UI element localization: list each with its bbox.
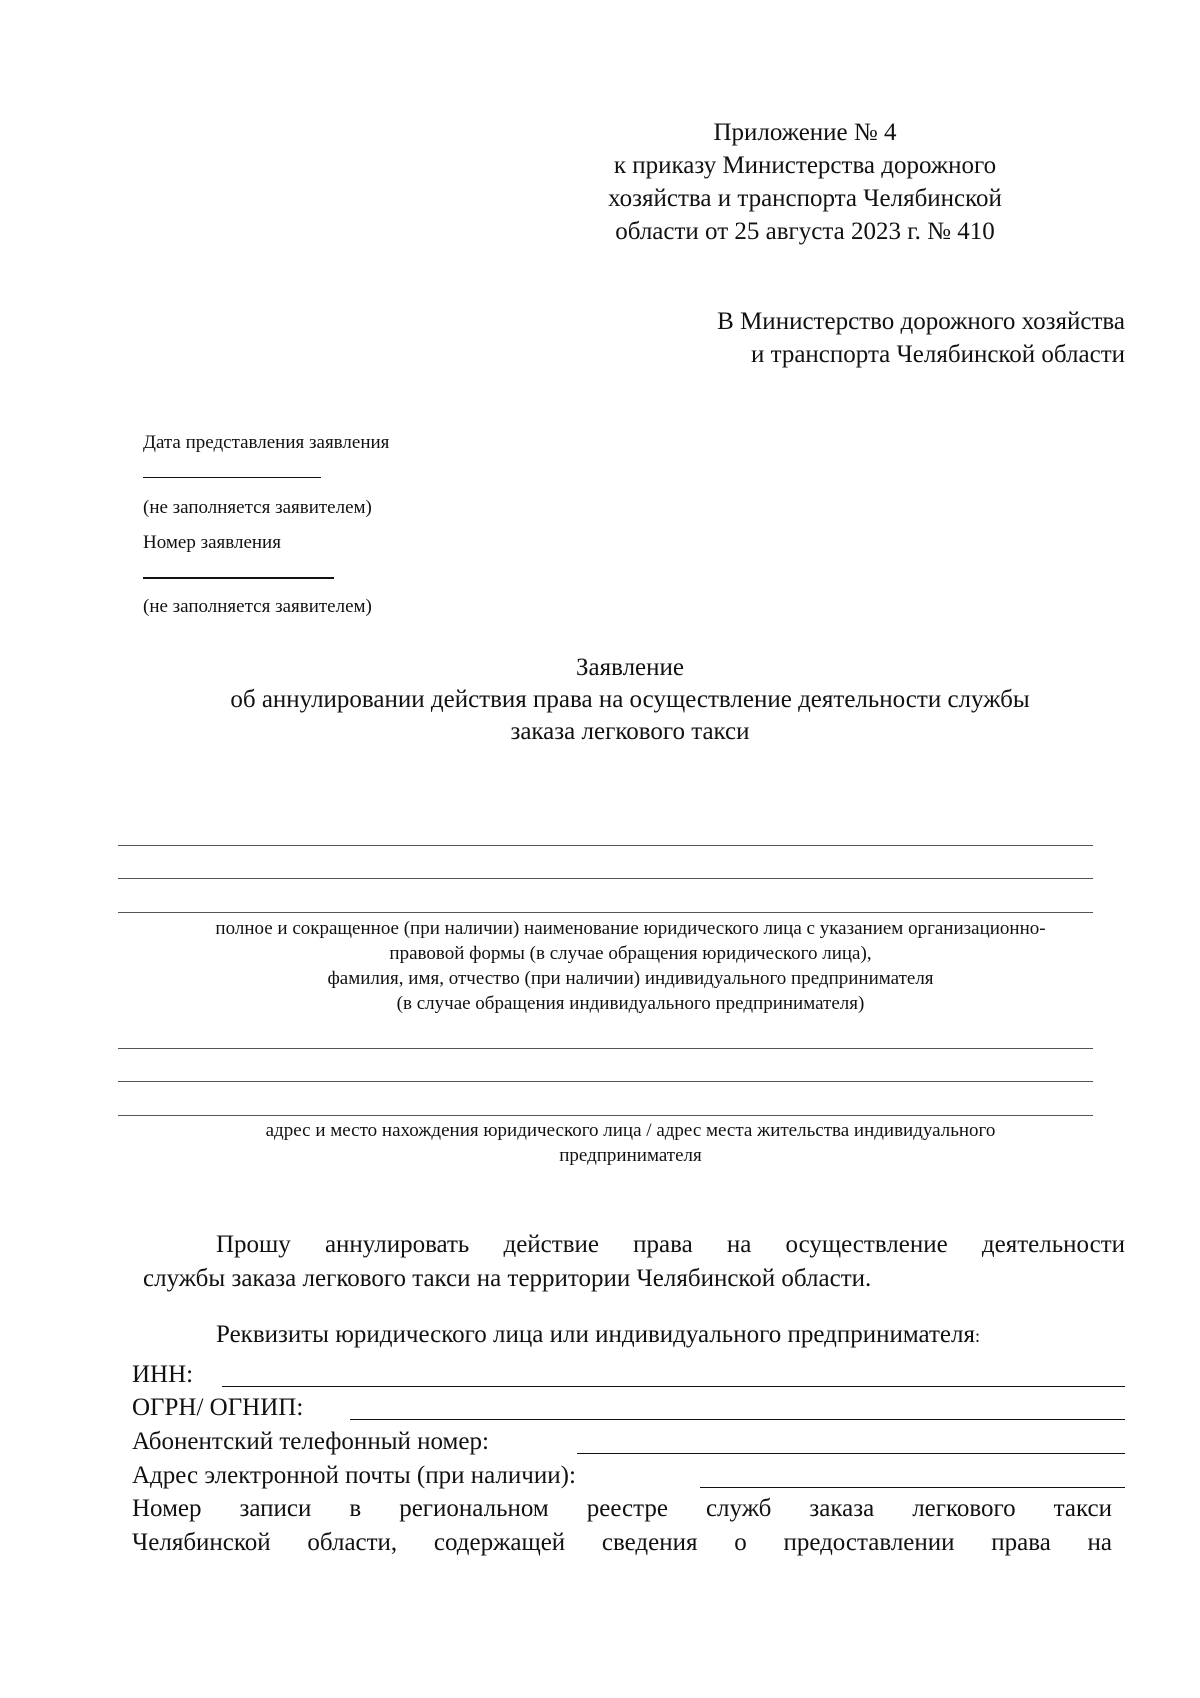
phone-row [132, 1425, 1125, 1458]
requisites-heading [216, 1318, 980, 1353]
phone-field[interactable] [577, 1453, 1125, 1454]
applicant-name-caption [118, 916, 1143, 1016]
addressee-block [560, 305, 1125, 371]
submission-date-label: Дата представления заявления [143, 432, 390, 453]
email-row [132, 1459, 1125, 1492]
submission-date-note: (не заполняется заявителем) [143, 497, 372, 518]
caption-line: адрес и место нахождения юридического лица / адрес места жительства индивидуального [265, 1120, 996, 1141]
ogrn-row [132, 1391, 1125, 1424]
caption-line: (в случае обращения индивидуального предпринимателя) [396, 993, 865, 1014]
address-line[interactable] [118, 1115, 1093, 1116]
request-text-line: Прошу аннулировать действие права на осуществление деятельности [216, 1231, 1125, 1258]
caption-line: фамилия, имя, отчество (при наличии) индивидуального предпринимателя [327, 968, 934, 989]
application-number-field[interactable] [143, 577, 334, 579]
email-label: Адрес электронной почты (при наличии): [132, 1462, 576, 1489]
applicant-name-line[interactable] [118, 878, 1093, 879]
address-line[interactable] [118, 1048, 1093, 1049]
title-line: об аннулировании действия права на осуществление деятельности службы [230, 686, 1030, 713]
registry-text-line: Челябинской области, содержащей сведения о предоставлении права на [132, 1529, 1112, 1556]
document-title [130, 652, 1130, 748]
registry-text-line: Номер записи в региональном реестре служб заказа легкового такси [132, 1495, 1112, 1522]
inn-field[interactable] [222, 1386, 1125, 1387]
email-field[interactable] [700, 1487, 1125, 1488]
addressee-line: В Министерство дорожного хозяйства [717, 308, 1125, 335]
inn-label: ИНН: [132, 1361, 194, 1388]
ogrn-field[interactable] [350, 1419, 1125, 1420]
appendix-order-line: хозяйства и транспорта Челябинской [608, 185, 1002, 212]
application-number-note: (не заполняется заявителем) [143, 596, 372, 617]
caption-line: полное и сокращенное (при наличии) наименование юридического лица с указанием организационно- [215, 918, 1046, 939]
request-text-line: службы заказа легкового такси на территории Челябинской области. [143, 1265, 872, 1292]
caption-line: правовой формы (в случае обращения юридического лица), [389, 943, 872, 964]
application-number-label: Номер заявления [143, 532, 281, 553]
appendix-order-date: области от 25 августа 2023 г. № 410 [615, 218, 995, 245]
appendix-number: Приложение № 4 [713, 119, 897, 146]
ogrn-label: ОГРН/ ОГНИП: [132, 1394, 304, 1421]
applicant-name-line[interactable] [118, 912, 1093, 913]
phone-label: Абонентский телефонный номер: [132, 1428, 489, 1455]
requisites-heading-text: Реквизиты юридического лица или индивидуального предпринимателя [216, 1321, 975, 1348]
caption-line: предпринимателя [559, 1145, 702, 1166]
address-line[interactable] [118, 1081, 1093, 1082]
address-caption [118, 1118, 1143, 1168]
title-line: Заявление [575, 654, 685, 681]
submission-date-field[interactable] [143, 477, 321, 478]
title-line: заказа легкового такси [510, 718, 750, 745]
requisites-heading-colon: : [974, 1326, 980, 1346]
addressee-line: и транспорта Челябинской области [750, 341, 1125, 368]
appendix-header [560, 116, 1050, 248]
inn-row [132, 1358, 1125, 1391]
applicant-name-line[interactable] [118, 845, 1093, 846]
appendix-order-line: к приказу Министерства дорожного [613, 152, 997, 179]
